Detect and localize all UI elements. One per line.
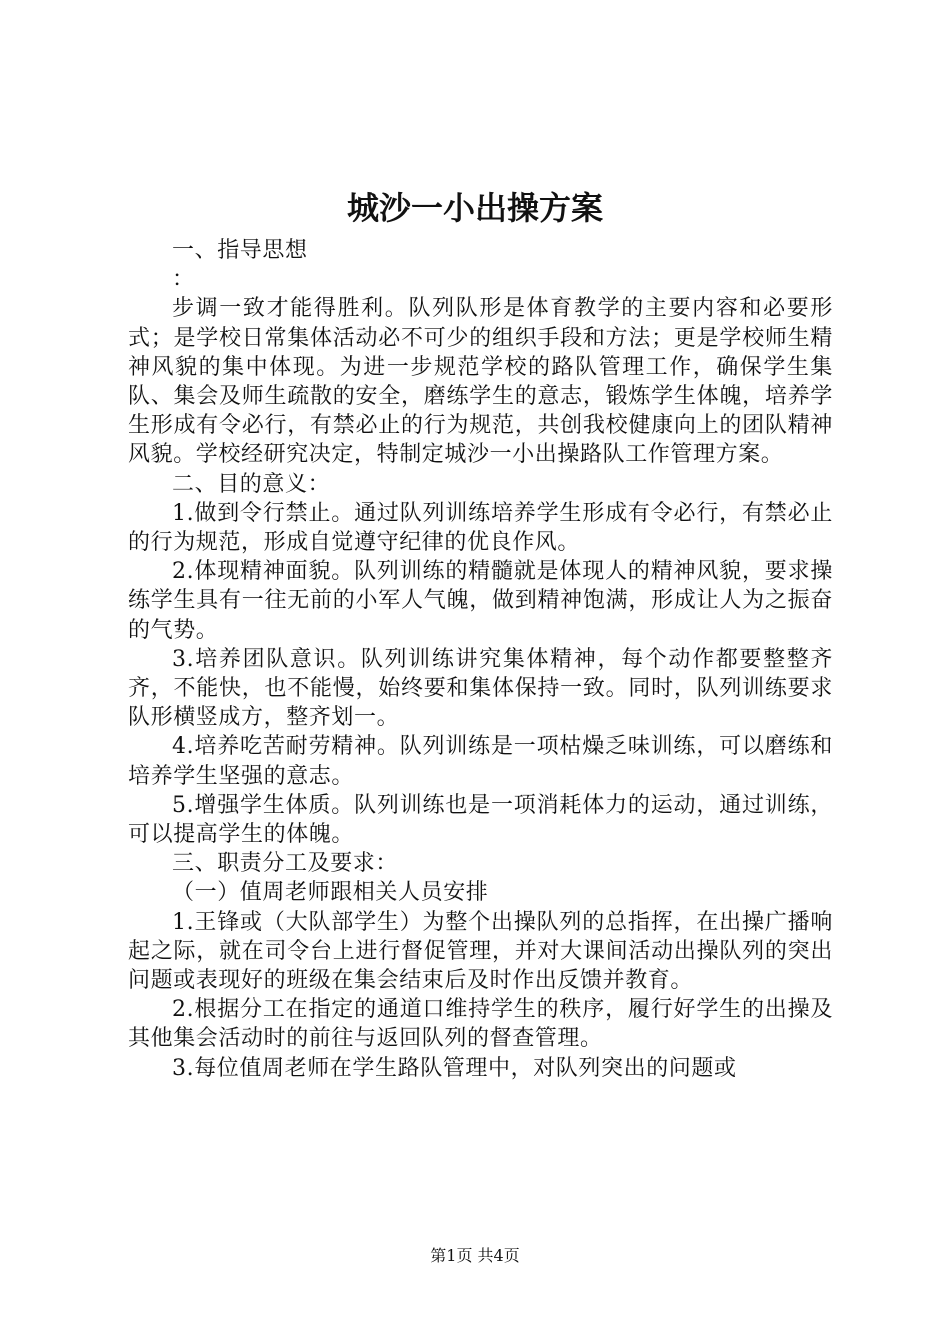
paragraph: 1.做到令行禁止。通过队列训练培养学生形成有令必行，有禁必止的行为规范，形成自觉遵守纪律的优良作风。	[128, 500, 833, 556]
document-title: 城沙一小出操方案	[346, 189, 603, 227]
paragraph: 3.每位值周老师在学生路队管理中，对队列突出的问题或	[172, 1055, 737, 1081]
paragraph: 4.培养吃苦耐劳精神。队列训练是一项枯燥乏味训练，可以磨练和培养学生坚强的意志。	[128, 734, 833, 789]
paragraph: （一）值周老师跟相关人员安排	[172, 880, 489, 906]
paragraph: 3.培养团队意识。队列训练讲究集体精神，每个动作都要整整齐齐，不能快，也不能慢，始终要和集体保持一致。同时，队列训练要求队形横竖成方，整齐划一。	[128, 646, 833, 731]
paragraph: 一、指导思想	[172, 238, 308, 263]
paragraph: 2.体现精神面貌。队列训练的精髓就是体现人的精神风貌，要求操练学生具有一往无前的小军人气魄，做到精神饱满，形成让人为之振奋的气势。	[128, 559, 833, 643]
paragraph: 5.增强学生体质。队列训练也是一项消耗体力的运动，通过训练，可以提高学生的体魄。	[128, 792, 833, 848]
paragraph: 二、目的意义：	[172, 471, 331, 497]
paragraph: 1.王锋或（大队部学生）为整个出操队列的总指挥，在出操广播响起之际，就在司令台上进行督促管理，并对大课间活动出操队列的突出问题或表现好的班级在集会结束后及时作出反馈并教育。	[128, 909, 833, 994]
paragraph: ：	[172, 267, 195, 293]
paragraph: 步调一致才能得胜利。队列队形是体育教学的主要内容和必要形式；是学校日常集体活动必不可少的组织手段和方法；更是学校师生精神风貌的集中体现。为进一步规范学校的路队管理工作，确保学生集队、集会及师生疏散的安全，磨练学生的意志，锻炼学生体魄，培养学生形成有令必行，有禁必止的行为规范，共创我校健康向上的团队精神风貌。学校经研究决定，特制定城沙一小出操路队工作管理方案。	[128, 296, 833, 468]
page-footer: 第1页 共4页	[430, 1246, 520, 1265]
paragraph: 三、职责分工及要求：	[172, 851, 399, 877]
document-body	[128, 236, 833, 1083]
paragraph: 2.根据分工在指定的通道口维持学生的秩序，履行好学生的出操及其他集会活动时的前往与返回队列的督查管理。	[128, 997, 833, 1052]
